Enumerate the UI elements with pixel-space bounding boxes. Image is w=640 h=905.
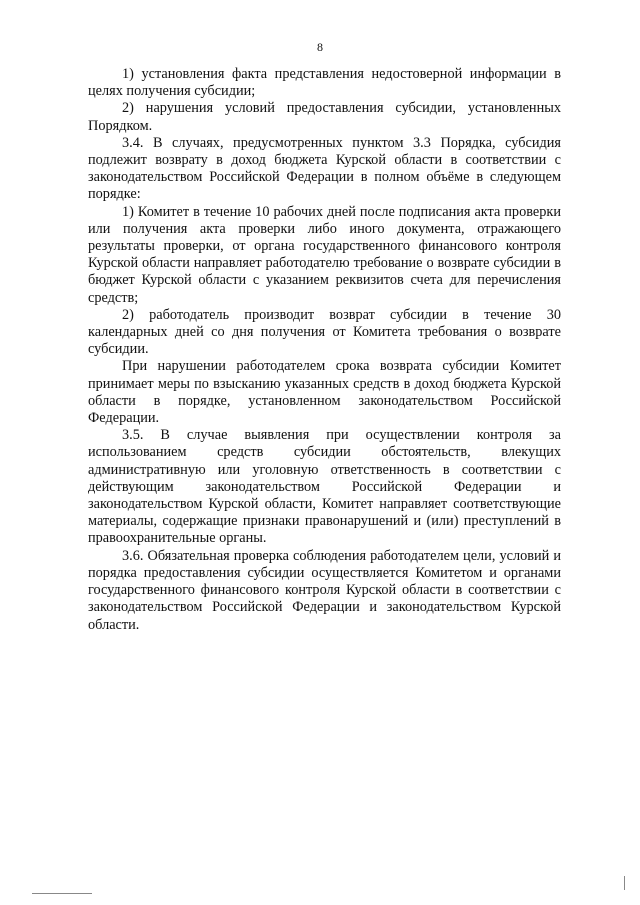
paragraph-3-4-item-2: 2) работодатель производит возврат субсидии в течение 30 календарных дней со дня получения от Комитета требования о возврате субсидии. (88, 306, 561, 358)
scan-edge-line (32, 893, 92, 894)
paragraph-section-3-6: 3.6. Обязательная проверка соблюдения работодателем цели, условий и порядка предоставления субсидии осуществляется Комитетом и органами государственного финансового контроля Курской области в соответствии с законодательством Российской Федерации и законодательством Курской области. (88, 547, 561, 633)
paragraph-violation-recovery: При нарушении работодателем срока возврата субсидии Комитет принимает меры по взысканию указанных средств в доход бюджета Курской области в порядке, установленном законодательством Российской Федерации. (88, 358, 561, 427)
paragraph-3-4-item-1: 1) Комитет в течение 10 рабочих дней после подписания акта проверки или получения акта проверки либо иного документа, отражающего результаты проверки, от органа государственного финансового контроля Курской области направляет работодателю требование о возврате субсидии в бюджет Курской области с указанием реквизитов счета для перечисления средств; (88, 203, 561, 306)
paragraph-section-3-4: 3.4. В случаях, предусмотренных пунктом 3.3 Порядка, субсидия подлежит возврату в доход бюджета Курской области в соответствии с законодательством Российской Федерации в полном объёме в следующем порядке: (88, 134, 561, 203)
page-number: 8 (317, 40, 323, 54)
scan-edge-mark (624, 876, 625, 890)
paragraph-item-2: 2) нарушения условий предоставления субсидии, установленных Порядком. (88, 100, 561, 134)
document-body (88, 66, 561, 634)
paragraph-item-1: 1) установления факта представления недостоверной информации в целях получения субсидии; (88, 66, 561, 100)
paragraph-section-3-5: 3.5. В случае выявления при осуществлении контроля за использованием средств субсидии обстоятельств, влекущих административную или уголовную ответственность в соответствии с действующим законодательством Российской Федерации и законодательством Курской области, Комитет направляет соответствующие материалы, содержащие признаки правонарушений и (или) преступлений в правоохранительные органы. (88, 427, 561, 547)
